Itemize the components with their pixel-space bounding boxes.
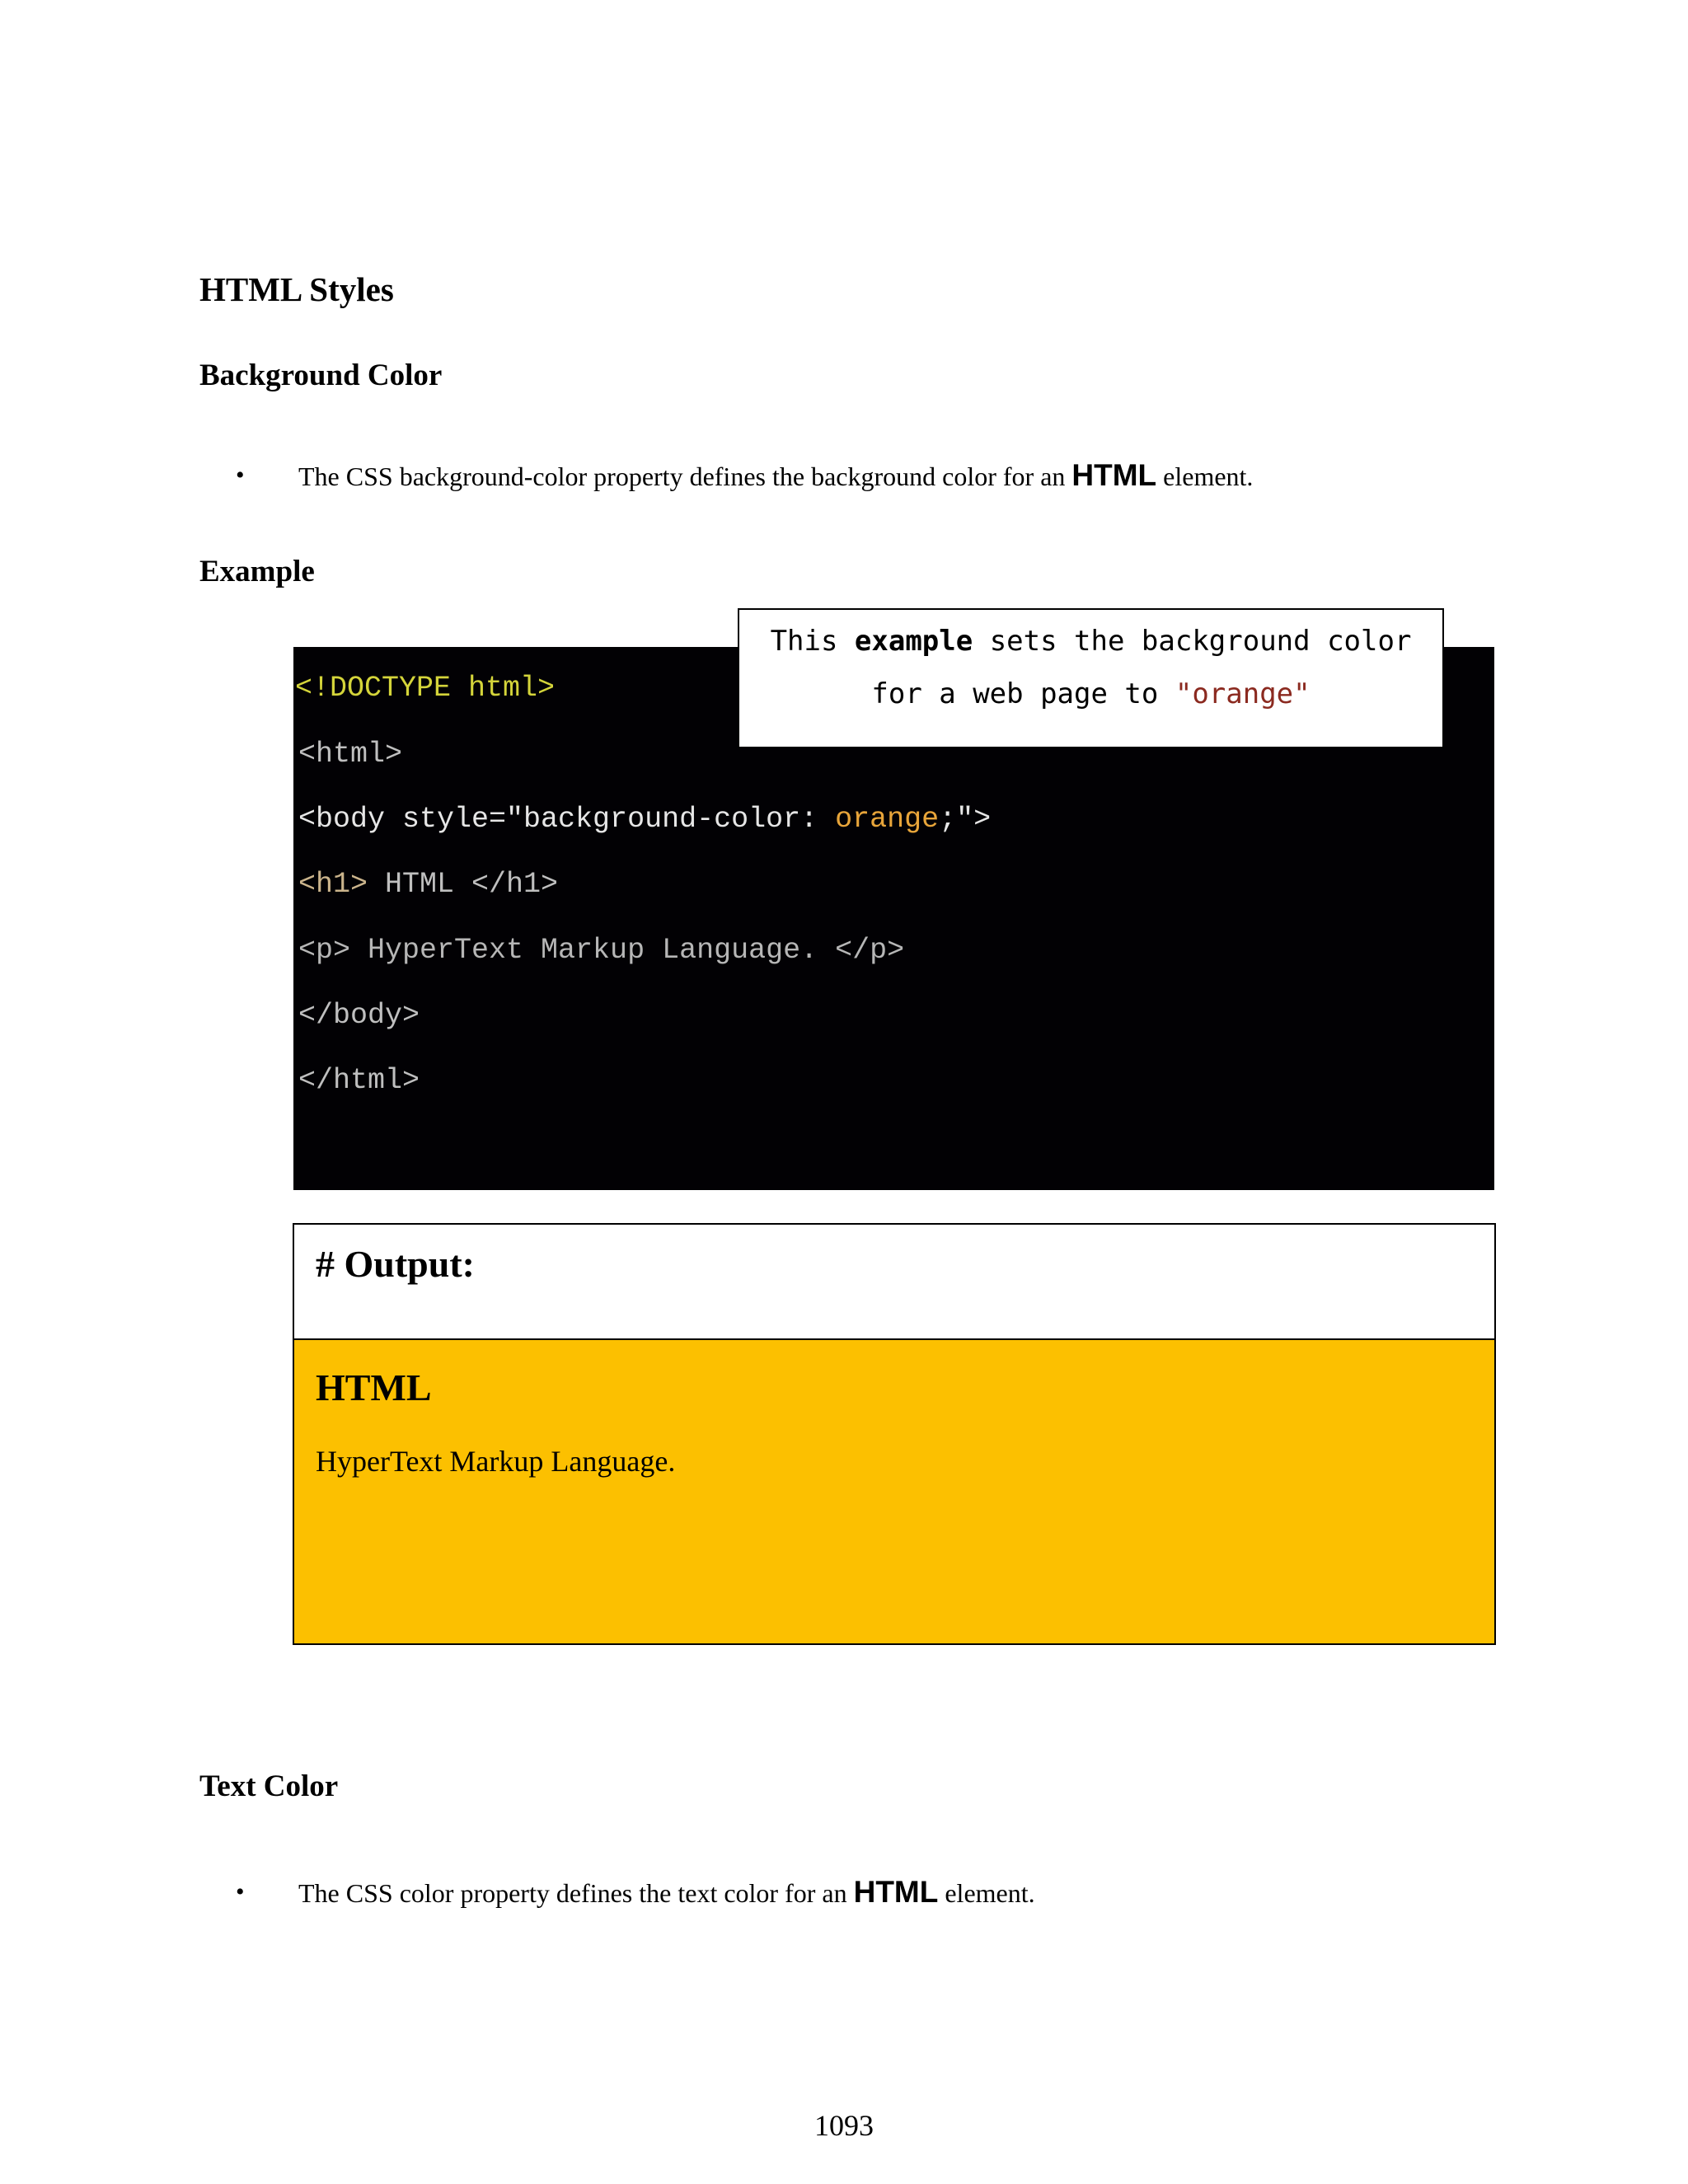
code-line-h1: <h1> HTML </h1>	[298, 868, 559, 901]
output-box	[293, 1223, 1496, 1645]
bullet-icon: •	[236, 462, 245, 489]
code-line-body-open: <body style="background-color: orange;">	[298, 803, 992, 836]
callout-line-2: for a web page to "orange"	[871, 677, 1311, 710]
output-heading: HTML	[316, 1366, 432, 1408]
code-line-doctype: <!DOCTYPE html>	[295, 672, 556, 705]
bullet-text: The CSS color property defines the text color for an HTML element.	[298, 1875, 1035, 1909]
output-paragraph: HyperText Markup Language.	[316, 1445, 676, 1478]
bullet-text: The CSS background-color property defines the background color for an HTML element.	[298, 458, 1254, 492]
bullet-icon: •	[236, 1878, 245, 1905]
output-header	[294, 1225, 1494, 1340]
output-label: # Output:	[316, 1243, 475, 1285]
page-title: HTML Styles	[199, 270, 394, 308]
callout-line-1: This example sets the background color	[770, 625, 1412, 658]
code-line-html-open: <html>	[298, 738, 403, 771]
page-number: 1093	[814, 2109, 874, 2142]
code-line-p: <p> HyperText Markup Language. </p>	[298, 934, 905, 967]
output-preview	[294, 1340, 1494, 1643]
code-line-body-close: </body>	[298, 999, 420, 1032]
example-callout	[738, 608, 1444, 748]
text-color-heading: Text Color	[199, 1769, 339, 1803]
example-heading: Example	[199, 555, 315, 588]
code-line-html-close: </html>	[298, 1064, 420, 1097]
background-color-heading: Background Color	[199, 359, 443, 392]
